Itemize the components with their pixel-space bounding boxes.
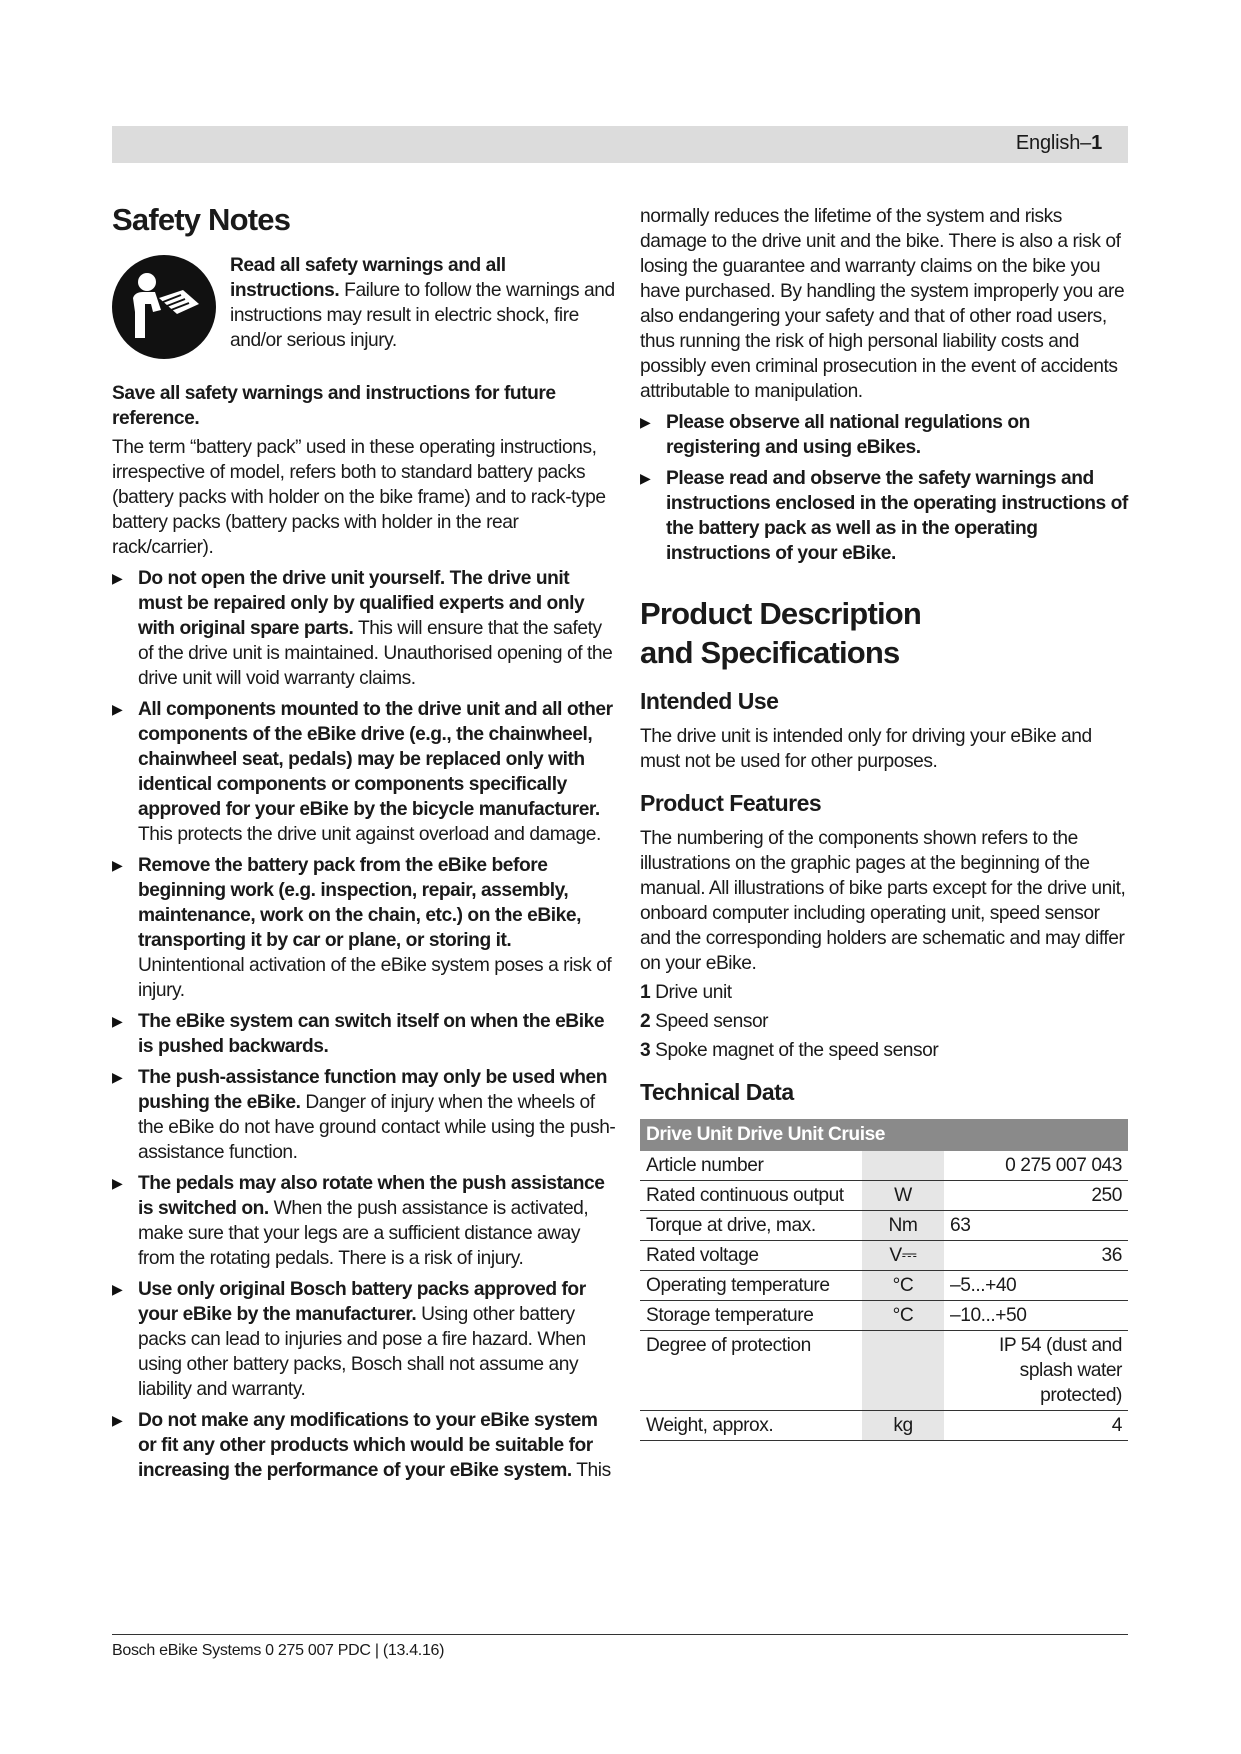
technical-data-title: Technical Data: [640, 1079, 794, 1105]
regulation-bullet: [640, 466, 1128, 566]
language-label: English: [1015, 132, 1081, 154]
bullet-rest: This: [571, 1460, 611, 1481]
left-column: [112, 200, 618, 1483]
bullet-arrow-icon: ▶: [640, 414, 651, 430]
bullet-bold: The eBike system can switch itself on when the eBike is pushed backwards.: [138, 1011, 605, 1057]
spec-label: Storage temperature: [640, 1301, 862, 1331]
safety-bullet: [112, 1171, 618, 1271]
bullet-arrow-icon: ▶: [112, 1069, 123, 1085]
read-instructions-text: [230, 253, 618, 359]
bullet-rest: When the push assistance is activated, make sure that your legs are a sufficient distance away from the rotating pedals. There is a risk of injury.: [138, 1198, 589, 1269]
bullet-bold: All components mounted to the drive unit and all other components of the eBike drive (e.g., the chainwheel, chainwheel seat, pedals) may be replaced only with identical components or components specifically approved for your eBike by the bicycle manufacturer.: [138, 699, 613, 820]
read-manual-icon-svg: [121, 264, 207, 350]
component-number: 1: [640, 982, 651, 1003]
bullet-arrow-icon: ▶: [640, 470, 651, 486]
spec-unit: °C: [862, 1271, 944, 1301]
page-number: 1: [1091, 132, 1102, 154]
spec-label: Operating temperature: [640, 1271, 862, 1301]
table-row: [640, 1331, 1128, 1411]
spec-value: –10...+50: [944, 1301, 1128, 1331]
component-number: 3: [640, 1040, 651, 1061]
bullet-arrow-icon: ▶: [112, 570, 123, 586]
table-row: [640, 1271, 1128, 1301]
spec-value: 63: [944, 1211, 1128, 1241]
regulation-bullet: [640, 410, 1128, 460]
table-row: [640, 1211, 1128, 1241]
bullet-rest: This protects the drive unit against overload and damage.: [138, 824, 601, 845]
component-number: 2: [640, 1011, 651, 1032]
spec-unit: kg: [862, 1411, 944, 1441]
component-item: [640, 980, 1128, 1005]
bullet-arrow-icon: ▶: [112, 701, 123, 717]
bullet-bold: Do not make any modifications to your eBike system or fit any other products which would be suitable for increasing the performance of your eBike system.: [138, 1410, 598, 1481]
page-label: [1016, 132, 1102, 155]
technical-data-table: [640, 1119, 1128, 1441]
spec-label: Weight, approx.: [640, 1411, 862, 1441]
component-item: [640, 1038, 1128, 1063]
bullet-arrow-icon: ▶: [112, 1175, 123, 1191]
product-features-title: Product Features: [640, 790, 822, 816]
save-instructions: [112, 381, 618, 431]
spec-value: –5...+40: [944, 1271, 1128, 1301]
read-warning-bold: Read all safety warnings and all instructions.: [230, 255, 506, 301]
spec-value: 250: [944, 1181, 1128, 1211]
spec-value: 4: [944, 1411, 1128, 1441]
component-label: Speed sensor: [650, 1011, 769, 1032]
spec-label: Degree of protection: [640, 1331, 862, 1411]
bullet-bold: Please observe all national regulations on registering and using eBikes.: [666, 412, 1030, 458]
table-row: [640, 1241, 1128, 1271]
term-paragraph: The term “battery pack” used in these operating instructions, irrespective of model, refers both to standard battery packs (battery packs with holder on the bike frame) and to rack-type battery packs (battery packs with holder in the rear rack/carrier).: [112, 437, 606, 558]
safety-bullet: [112, 697, 618, 847]
table-row: [640, 1151, 1128, 1181]
spec-unit: Nm: [862, 1211, 944, 1241]
footer-text: Bosch eBike Systems 0 275 007 PDC | (13.4.16): [112, 1642, 445, 1659]
safety-bullet: [112, 1408, 618, 1483]
safety-notes-title: Safety Notes: [112, 202, 291, 237]
safety-bullet: [112, 1009, 618, 1059]
bullet-bold: Do not open the drive unit yourself. The drive unit must be repaired only by qualified experts and only with original spare parts.: [138, 568, 585, 639]
intended-use-title: Intended Use: [640, 688, 779, 714]
spec-label: Torque at drive, max.: [640, 1211, 862, 1241]
bullet-arrow-icon: ▶: [112, 1281, 123, 1297]
safety-bullet: [112, 1277, 618, 1402]
bullet-rest: Unintentional activation of the eBike system poses a risk of injury.: [138, 955, 612, 1001]
bullet-arrow-icon: ▶: [112, 1412, 123, 1428]
spec-unit: [862, 1151, 944, 1181]
bullet-bold: The push-assistance function may only be used when pushing the eBike.: [138, 1067, 608, 1113]
table-row: [640, 1411, 1128, 1441]
save-instructions-bold: Save all safety warnings and instructions for future reference.: [112, 383, 556, 429]
spec-label: Article number: [640, 1151, 862, 1181]
table-row: [640, 1181, 1128, 1211]
page-separator: –: [1080, 132, 1092, 154]
safety-bullet: [112, 853, 618, 1003]
spec-unit: V⎓: [862, 1241, 944, 1271]
bullet-rest: Using other battery packs can lead to injuries and pose a fire hazard. When using other battery packs, Bosch shall not assume any liability and warranty.: [138, 1304, 586, 1400]
spec-value: IP 54 (dust and splash water protected): [944, 1331, 1128, 1411]
spec-unit: [862, 1331, 944, 1411]
bullet-bold: Please read and observe the safety warnings and instructions enclosed in the operating instructions of the battery pack as well as in the operating instructions of your eBike.: [666, 468, 1128, 564]
spec-label: Rated voltage: [640, 1241, 862, 1271]
continuation-paragraph: normally reduces the lifetime of the system and risks damage to the drive unit and the bike. There is also a risk of losing the guarantee and warranty claims on the bike you have purchased. By handling the system improperly you are also endangering your safety and that of other road users, thus running the risk of high personal liability costs and possibly even criminal prosecution in the event of accidents attributable to manipulation.: [640, 206, 1125, 402]
product-features-text: The numbering of the components shown refers to the illustrations on the graphic pages at the beginning of the manual. All illustrations of bike parts except for the drive unit, onboard computer including operating unit, speed sensor and the corresponding holders are schematic and may differ on your eBike.: [640, 828, 1126, 974]
component-label: Spoke magnet of the speed sensor: [650, 1040, 939, 1061]
read-instructions-block: [112, 253, 618, 359]
spec-unit: °C: [862, 1301, 944, 1331]
bullet-bold: Remove the battery pack from the eBike before beginning work (e.g. inspection, repair, assembly, maintenance, work on the chain, etc.) on the eBike, transporting it by car or plane, or storing it.: [138, 855, 581, 951]
spec-value: 36: [944, 1241, 1128, 1271]
spec-unit: W: [862, 1181, 944, 1211]
safety-bullet: [112, 1065, 618, 1165]
footer-divider: [112, 1634, 1128, 1635]
read-warning-rest: Failure to follow the warnings and instructions may result in electric shock, fire and/or serious injury.: [230, 280, 615, 351]
component-item: [640, 1009, 1128, 1034]
read-manual-icon: [112, 255, 216, 359]
header-bar: [112, 126, 1128, 163]
intended-use-text: The drive unit is intended only for driving your eBike and must not be used for other purposes.: [640, 726, 1092, 772]
bullet-arrow-icon: ▶: [112, 1013, 123, 1029]
bullet-bold: The pedals may also rotate when the push assistance is switched on.: [138, 1173, 605, 1219]
table-header-row: [640, 1119, 1128, 1151]
component-label: Drive unit: [650, 982, 732, 1003]
bullet-arrow-icon: ▶: [112, 857, 123, 873]
bullet-bold: Use only original Bosch battery packs approved for your eBike by the manufacturer.: [138, 1279, 586, 1325]
bullet-rest: Danger of injury when the wheels of the eBike do not have ground contact while using the push-assistance function.: [138, 1092, 616, 1163]
spec-value: 0 275 007 043: [944, 1151, 1128, 1181]
safety-bullet: [112, 566, 618, 691]
right-column: [640, 204, 1128, 1441]
table-heading: Drive Unit Drive Unit Cruise: [640, 1119, 1128, 1151]
product-description-title: Product Description and Specifications: [640, 596, 922, 670]
spec-label: Rated continuous output: [640, 1181, 862, 1211]
table-row: [640, 1301, 1128, 1331]
bullet-rest: This will ensure that the safety of the drive unit is maintained. Unauthorised opening of the drive unit will void warranty claims.: [138, 618, 613, 689]
